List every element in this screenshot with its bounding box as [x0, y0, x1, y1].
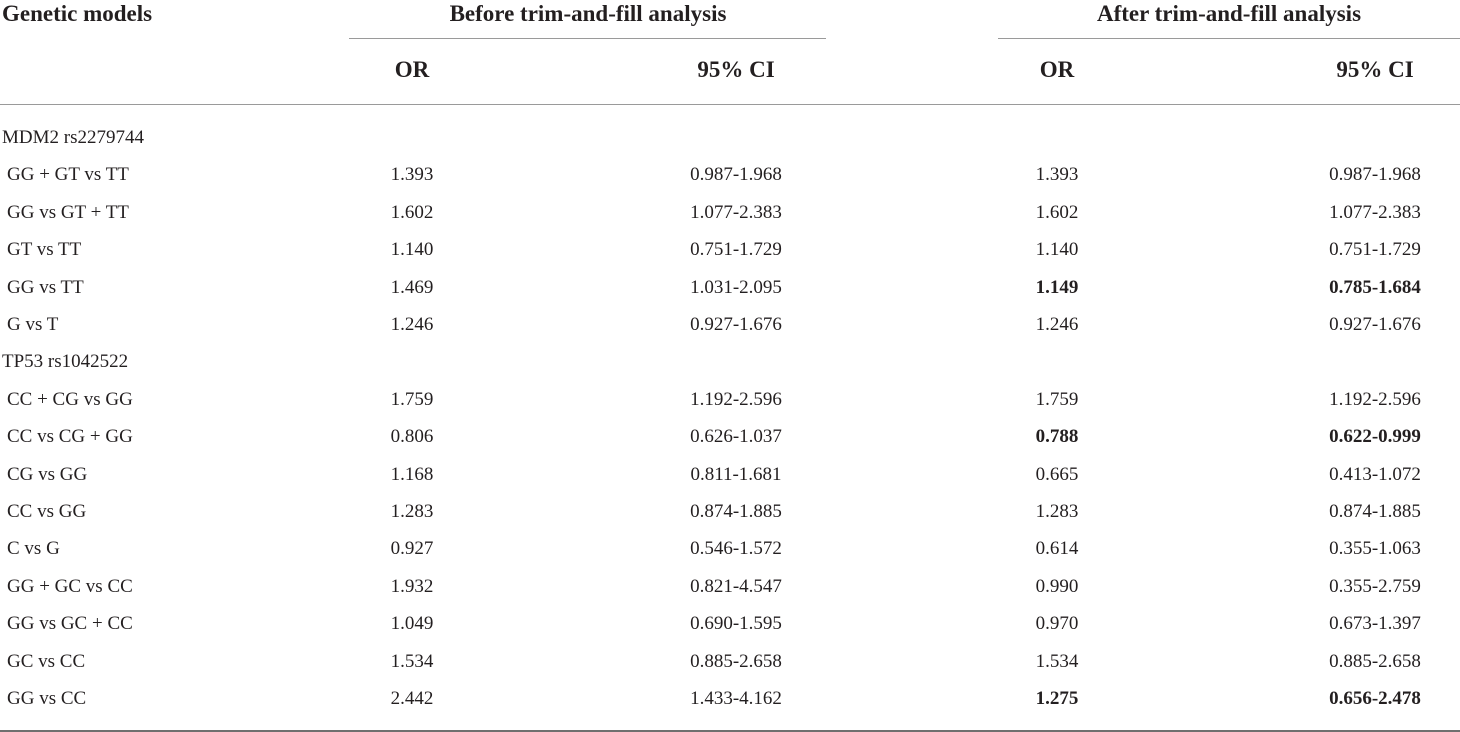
header-genetic-models: Genetic models: [2, 1, 153, 26]
cell-or-after: 0.665: [1035, 463, 1079, 485]
cell-or-before: 1.602: [390, 201, 434, 223]
header-before-group: Before trim-and-fill analysis: [449, 1, 727, 26]
header-after-group: After trim-and-fill analysis: [1096, 1, 1362, 26]
cell-model: GG vs GC + CC: [7, 613, 133, 635]
cell-model: CC vs CG + GG: [7, 426, 133, 448]
cell-ci-after: 0.785-1.684: [1329, 276, 1421, 298]
cell-model: GC vs CC: [7, 650, 86, 672]
cell-or-before: 2.442: [390, 688, 434, 709]
cell-or-after: 1.149: [1035, 276, 1079, 298]
header-or-before: OR: [394, 57, 430, 82]
cell-ci-after: 0.751-1.729: [1329, 239, 1421, 261]
cell-ci-before: 0.811-1.681: [690, 463, 782, 485]
cell-or-before: 1.932: [390, 575, 434, 597]
section-title: MDM2 rs2279744: [2, 127, 144, 148]
cell-model: GG vs TT: [7, 276, 84, 298]
cell-or-before: 1.246: [390, 314, 434, 335]
cell-model: G vs T: [7, 314, 59, 335]
cell-or-after: 0.788: [1035, 426, 1079, 448]
cell-model: C vs G: [7, 538, 60, 560]
cell-model: CG vs GG: [7, 463, 88, 485]
cell-or-before: 1.393: [390, 164, 434, 186]
cell-ci-before: 0.626-1.037: [690, 426, 782, 448]
cell-or-after: 1.275: [1035, 688, 1079, 709]
cell-ci-after: 0.355-2.759: [1329, 575, 1421, 597]
cell-model: GG + GC vs CC: [7, 575, 133, 597]
cell-ci-after: 0.622-0.999: [1329, 426, 1421, 448]
cell-ci-before: 1.077-2.383: [690, 201, 782, 223]
cell-ci-after: 1.077-2.383: [1329, 201, 1421, 223]
cell-ci-before: 0.751-1.729: [690, 239, 782, 261]
cell-ci-before: 0.821-4.547: [690, 575, 782, 597]
cell-or-after: 1.140: [1035, 239, 1079, 261]
cell-or-before: 0.806: [390, 426, 434, 448]
cell-model: GT vs TT: [7, 239, 82, 261]
cell-ci-before: 0.927-1.676: [690, 314, 782, 335]
cell-ci-after: 0.355-1.063: [1329, 538, 1421, 560]
cell-ci-after: 0.656-2.478: [1329, 688, 1421, 709]
cell-or-before: 1.168: [390, 463, 434, 485]
header-ci-after: 95% CI: [1336, 57, 1414, 82]
cell-ci-after: 1.192-2.596: [1329, 388, 1421, 410]
cell-or-after: 1.759: [1035, 388, 1079, 410]
cell-ci-before: 1.433-4.162: [690, 688, 782, 709]
cell-model: GG vs GT + TT: [7, 201, 129, 223]
cell-ci-before: 1.192-2.596: [690, 388, 782, 410]
cell-or-after: 0.614: [1035, 538, 1079, 560]
cell-or-after: 1.534: [1035, 650, 1079, 672]
cell-or-before: 1.049: [390, 613, 434, 635]
cell-or-after: 1.602: [1035, 201, 1079, 223]
cell-or-before: 1.534: [390, 650, 434, 672]
cell-or-after: 1.283: [1035, 501, 1079, 522]
before-group-rule: [349, 38, 826, 39]
cell-or-before: 1.140: [390, 239, 434, 261]
cell-or-before: 1.469: [390, 276, 434, 298]
header-bottom-rule: [0, 104, 1460, 105]
cell-ci-after: 0.673-1.397: [1329, 613, 1421, 635]
cell-model: GG + GT vs TT: [7, 164, 129, 186]
cell-or-after: 1.246: [1035, 314, 1079, 335]
cell-ci-before: 1.031-2.095: [690, 276, 782, 298]
cell-model: CC vs GG: [7, 501, 87, 522]
header-or-after: OR: [1039, 57, 1075, 82]
cell-ci-before: 0.874-1.885: [690, 501, 782, 522]
cell-or-after: 0.990: [1035, 575, 1079, 597]
cell-or-before: 0.927: [390, 538, 434, 560]
cell-or-before: 1.759: [390, 388, 434, 410]
cell-or-after: 0.970: [1035, 613, 1079, 635]
cell-ci-after: 0.885-2.658: [1329, 650, 1421, 672]
cell-model: CC + CG vs GG: [7, 388, 133, 410]
cell-ci-after: 0.874-1.885: [1329, 501, 1421, 522]
cell-model: GG vs CC: [7, 688, 87, 709]
cell-or-before: 1.283: [390, 501, 434, 522]
cell-ci-after: 0.927-1.676: [1329, 314, 1421, 335]
cell-or-after: 1.393: [1035, 164, 1079, 186]
cell-ci-before: 0.987-1.968: [690, 164, 782, 186]
cell-ci-before: 0.546-1.572: [690, 538, 782, 560]
header-ci-before: 95% CI: [697, 57, 775, 82]
after-group-rule: [998, 38, 1460, 39]
table-bottom-rule: [0, 730, 1460, 732]
cell-ci-before: 0.690-1.595: [690, 613, 782, 635]
cell-ci-before: 0.885-2.658: [690, 650, 782, 672]
section-title: TP53 rs1042522: [2, 351, 129, 373]
cell-ci-after: 0.413-1.072: [1329, 463, 1421, 485]
cell-ci-after: 0.987-1.968: [1329, 164, 1421, 186]
